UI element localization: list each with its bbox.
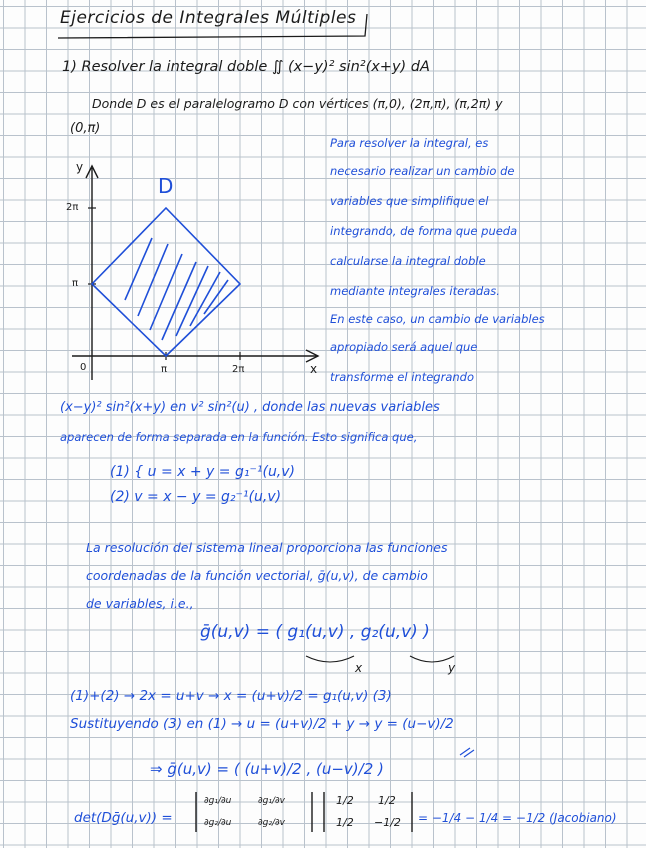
explanation-line-7: En este caso, un cambio de variables [330, 312, 545, 326]
transform-line: (x−y)² sin²(x+y) en v² sin²(u) , donde las nuevas variables [60, 400, 440, 415]
brace-g1 [306, 656, 354, 662]
x-tick-label-2pi: 2π [232, 364, 245, 375]
explanation-line-6: mediante integrales iteradas. [330, 284, 500, 298]
explanation-line-4: integrando, de forma que pueda [330, 224, 518, 238]
origin-label: 0 [80, 362, 87, 373]
transform-line-2: aparecen de forma separada en la función. Esto significa que, [60, 430, 418, 444]
page-title: Ejercicios de Integrales Múltiples [60, 8, 357, 28]
jacobian-value-12: 1/2 [378, 794, 396, 807]
brace-label-x: x [355, 661, 363, 675]
derivation-line-3: ⇒ ḡ(u,v) = ( (u+v)/2 , (u−v)/2 ) [150, 760, 384, 778]
explanation-line-3: variables que simplifique el [330, 194, 489, 208]
title-underline [58, 14, 367, 38]
jacobian-dg2dv: ∂g₂/∂v [258, 818, 285, 828]
problem-statement: 1) Resolver la integral doble ∬ (x−y)² sin²(x+y) dA [62, 59, 430, 75]
x-axis-label: x [310, 362, 318, 376]
explanation-line-9: transforme el integrando [330, 370, 475, 384]
region-d-hatching [125, 238, 228, 340]
x-tick-label-pi: π [161, 364, 168, 375]
system-eq-1: (1) { u = x + y = g₁⁻¹(u,v) [110, 464, 296, 480]
jacobian-value-22: −1/2 [374, 816, 401, 829]
y-result-mark [460, 748, 474, 757]
y-tick-label-pi: π [72, 278, 79, 289]
jacobian-value-11: 1/2 [336, 794, 354, 807]
explanation-line-2: necesario realizar un cambio de [330, 164, 515, 178]
resolution-line-2: coordenadas de la función vectorial, ḡ(u,v), de cambio [86, 568, 428, 583]
explanation-line-8: apropiado será aquel que [330, 340, 478, 354]
explanation-line-1: Para resolver la integral, es [330, 136, 489, 150]
jacobian-result: = −1/4 − 1/4 = −1/2 (Jacobiano) [418, 811, 617, 825]
explanation-line-5: calcularse la integral doble [330, 254, 486, 268]
jacobian-dg2du: ∂g₂/∂u [204, 818, 232, 828]
y-axis-label: y [76, 160, 84, 174]
problem-domain-end: (0,π) [70, 121, 101, 136]
y-tick-label-2pi: 2π [66, 202, 79, 213]
vector-function-definition: ḡ(u,v) = ( g₁(u,v) , g₂(u,v) ) [200, 622, 430, 642]
resolution-line-3: de variables, i.e., [86, 596, 194, 611]
jacobian-dg1dv: ∂g₁/∂v [258, 796, 285, 806]
problem-domain: Donde D es el paralelogramo D con vértices (π,0), (2π,π), (π,2π) y [92, 96, 503, 111]
resolution-line-1: La resolución del sistema lineal proporciona las funciones [86, 540, 448, 555]
derivation-line-2: Sustituyendo (3) en (1) → u = (u+v)/2 + y → y = (u−v)/2 [70, 716, 454, 732]
region-d-outline [92, 208, 240, 356]
region-label: D [158, 174, 174, 198]
derivation-line-1: (1)+(2) → 2x = u+v → x = (u+v)/2 = g₁(u,v) (3) [70, 688, 392, 704]
determinant-label: det(Dḡ(u,v)) = [74, 810, 173, 826]
jacobian-value-21: 1/2 [336, 816, 354, 829]
brace-label-y: y [448, 661, 456, 675]
jacobian-dg1du: ∂g₁/∂u [204, 796, 232, 806]
system-eq-2: (2) v = x − y = g₂⁻¹(u,v) [110, 489, 282, 505]
